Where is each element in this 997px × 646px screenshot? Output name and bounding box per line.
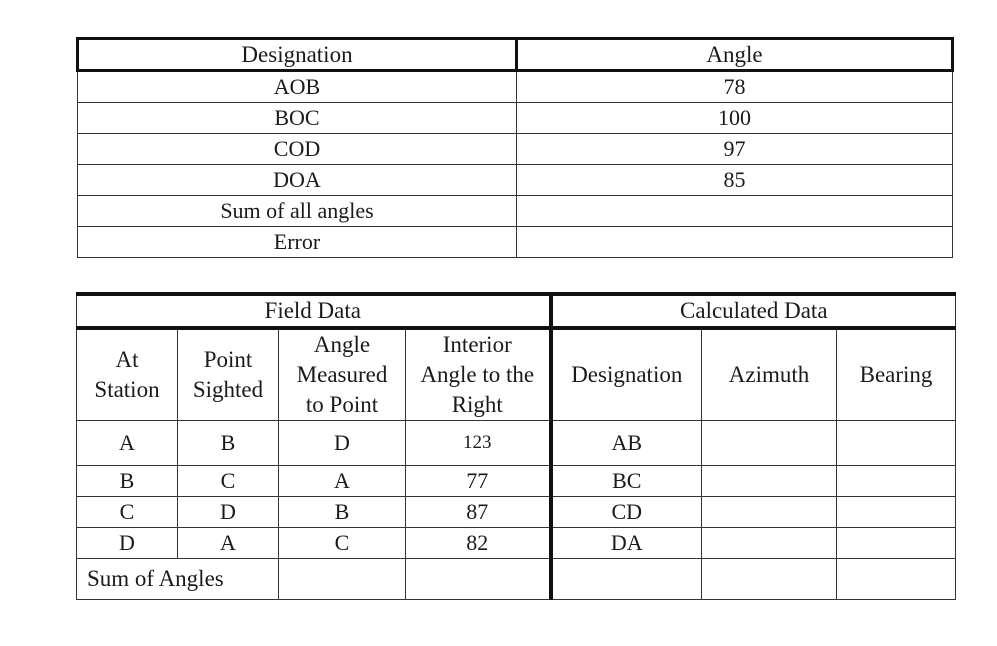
interior-angle-cell: 123 xyxy=(406,421,551,466)
point-sighted-cell: B xyxy=(178,421,279,466)
sum-azimuth-cell xyxy=(702,559,837,600)
table-row xyxy=(78,103,953,134)
point-sighted-cell: C xyxy=(178,466,279,497)
angle-measured-cell: D xyxy=(279,421,406,466)
designation-cell: COD xyxy=(78,134,517,165)
azimuth-cell xyxy=(702,528,837,559)
col-point-sighted: Point Sighted xyxy=(178,328,279,421)
table-row xyxy=(77,466,956,497)
col-bearing: Bearing xyxy=(837,328,956,421)
azimuth-cell xyxy=(702,466,837,497)
interior-angle-cell: 87 xyxy=(406,497,551,528)
sum-angle-measured-cell xyxy=(279,559,406,600)
designation-cell: AB xyxy=(551,421,702,466)
at-station-cell: B xyxy=(77,466,178,497)
table-row xyxy=(77,421,956,466)
table-row xyxy=(78,134,953,165)
sum-bearing-cell xyxy=(837,559,956,600)
table-row xyxy=(78,165,953,196)
angle-cell: 97 xyxy=(517,134,953,165)
azimuth-cell xyxy=(702,421,837,466)
bearing-cell xyxy=(837,497,956,528)
angle-measured-cell: B xyxy=(279,497,406,528)
bearing-cell xyxy=(837,421,956,466)
designation-cell: AOB xyxy=(78,71,517,103)
azimuth-cell xyxy=(702,497,837,528)
col-azimuth: Azimuth xyxy=(702,328,837,421)
bearing-cell xyxy=(837,466,956,497)
header-designation: Designation xyxy=(78,39,517,71)
angle-cell: 85 xyxy=(517,165,953,196)
at-station-cell: D xyxy=(77,528,178,559)
table-row xyxy=(78,71,953,103)
designation-cell: Error xyxy=(78,227,517,258)
sum-designation-cell xyxy=(551,559,702,600)
angles-table xyxy=(76,37,954,258)
col-designation: Designation xyxy=(551,328,702,421)
traverse-table xyxy=(76,292,956,600)
error-angle-cell xyxy=(517,227,953,258)
table-row xyxy=(77,497,956,528)
angle-cell: 78 xyxy=(517,71,953,103)
section-header-row xyxy=(77,294,956,328)
bearing-cell xyxy=(837,528,956,559)
interior-angle-cell: 77 xyxy=(406,466,551,497)
table-row xyxy=(77,528,956,559)
col-angle-measured: Angle Measured to Point xyxy=(279,328,406,421)
sum-of-angles-row xyxy=(77,559,956,600)
angle-measured-cell: A xyxy=(279,466,406,497)
interior-angle-cell: 82 xyxy=(406,528,551,559)
designation-cell: DOA xyxy=(78,165,517,196)
designation-cell: CD xyxy=(551,497,702,528)
col-at-station: At Station xyxy=(77,328,178,421)
error-row xyxy=(78,227,953,258)
point-sighted-cell: D xyxy=(178,497,279,528)
designation-cell: BOC xyxy=(78,103,517,134)
at-station-cell: C xyxy=(77,497,178,528)
field-data-header: Field Data xyxy=(77,294,551,328)
designation-cell: Sum of all angles xyxy=(78,196,517,227)
col-interior-angle: Interior Angle to the Right xyxy=(406,328,551,421)
sum-interior-angle-cell xyxy=(406,559,551,600)
header-angle: Angle xyxy=(517,39,953,71)
angle-cell: 100 xyxy=(517,103,953,134)
at-station-cell: A xyxy=(77,421,178,466)
sum-row xyxy=(78,196,953,227)
point-sighted-cell: A xyxy=(178,528,279,559)
angles-table-header xyxy=(78,39,953,71)
column-header-row xyxy=(77,328,956,421)
designation-cell: DA xyxy=(551,528,702,559)
sum-of-angles-label: Sum of Angles xyxy=(77,559,279,600)
sum-angle-cell xyxy=(517,196,953,227)
angle-measured-cell: C xyxy=(279,528,406,559)
designation-cell: BC xyxy=(551,466,702,497)
calculated-data-header: Calculated Data xyxy=(551,294,956,328)
